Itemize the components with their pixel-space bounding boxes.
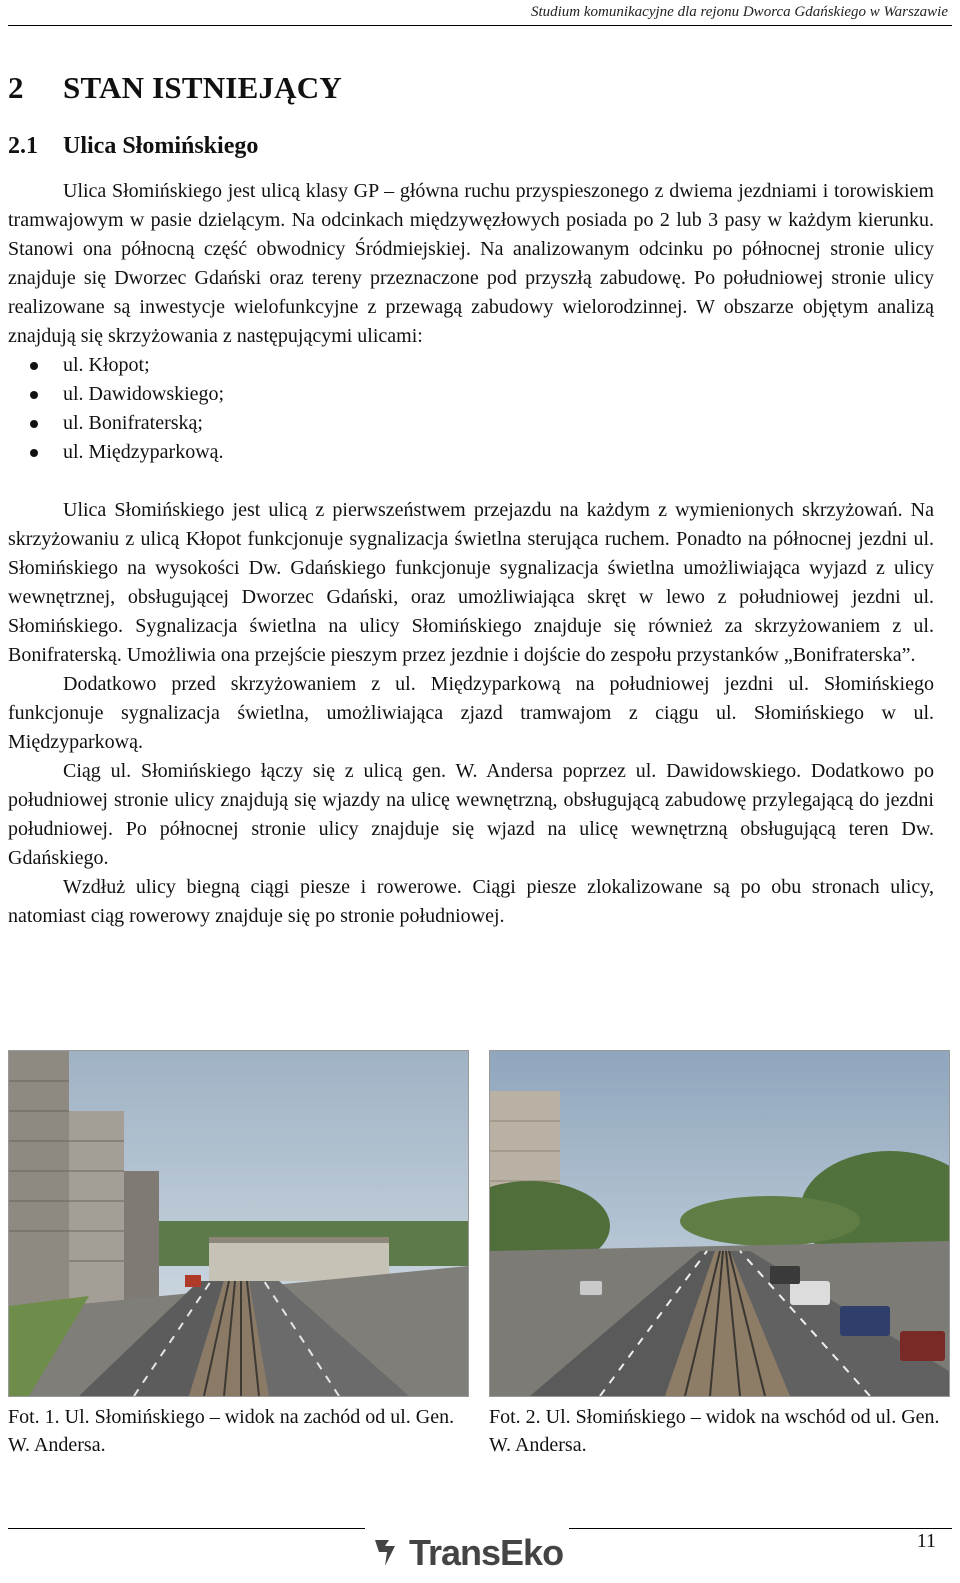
paragraph: Wzdłuż ulicy biegną ciągi piesze i rowerowe. Ciągi piesze zlokalizowane są po obu stronach ulicy, natomiast ciąg rowerowy znajduje się po stronie południowej.: [8, 876, 934, 927]
list-item: ul. Bonifraterską;: [8, 409, 934, 438]
list-item: ul. Międzyparkową.: [8, 438, 934, 467]
street-list: [8, 351, 934, 467]
section-number: 2.1: [8, 133, 38, 159]
section-title: Ulica Słomińskiego: [63, 133, 259, 159]
body-text: [8, 177, 934, 931]
page-number: 11: [916, 1530, 936, 1552]
paragraph: Dodatkowo przed skrzyżowaniem z ul. Międzyparkową na południowej jezdni ul. Słomińskiego funkcjonuje sygnalizacja świetlna, umożliwiająca zjazd tramwajom z ciągu ul. Słomińskiego w ul. Międzyparkową.: [8, 673, 934, 753]
photo-west-view: [8, 1050, 469, 1397]
logo-text: TransEko: [409, 1532, 564, 1573]
intro-paragraph: Ulica Słomińskiego jest ulicą klasy GP – główna ruchu przyspieszonego z dwiema jezdniami i torowiskiem tramwajowym w pasie dzielącym. Na odcinkach międzywęzłowych posiada po 2 lub 3 pasy w każdym kierunku. Stanowi ona północną część obwodnicy Śródmiejskiej. Na analizowanym odcinku po północnej stronie ulicy znajduje się Dworzec Gdański oraz tereny przeznaczone pod przyszłą zabudowę. Po południowej stronie ulicy realizowane są inwestycje wielofunkcyjne z przewagą zabudowy wielorodzinnej. W obszarze objętym analizą znajdują się skrzyżowania z następującymi ulicami:: [8, 180, 934, 347]
section-heading: [8, 133, 258, 160]
chapter-heading: [8, 70, 342, 106]
paragraph: Ciąg ul. Słomińskiego łączy się z ulicą gen. W. Andersa poprzez ul. Dawidowskiego. Dodatkowo po południowej stronie ulicy znajdują się wjazdy na ulicę wewnętrzną, obsługującą zabudowę przylegającą do jezdni południowej. Po północnej stronie ulicy znajduje się wjazd na ulicę wewnętrzną obsługującą teren Dw. Gdańskiego.: [8, 760, 934, 869]
photo-east-view: [489, 1050, 950, 1397]
photo-caption: Fot. 2. Ul. Słomińskiego – widok na wschód od ul. Gen. W. Andersa.: [489, 1406, 940, 1456]
chapter-number: 2: [8, 70, 24, 105]
transeko-logo: [365, 1528, 569, 1578]
photo-caption: Fot. 1. Ul. Słomińskiego – widok na zachód od ul. Gen. W. Andersa.: [8, 1406, 455, 1456]
running-header: Studium komunikacyjne dla rejonu Dworca Gdańskiego w Warszawie: [530, 4, 948, 20]
list-item: ul. Dawidowskiego;: [8, 380, 934, 409]
list-item: ul. Kłopot;: [8, 351, 934, 380]
paragraph: Ulica Słomińskiego jest ulicą z pierwszeństwem przejazdu na każdym z wymienionych skrzyżowań. Na skrzyżowaniu z ulicą Kłopot funkcjonuje sygnalizacja świetlna sterująca ruchem. Ponadto na północnej jezdni ul. Słomińskiego na wysokości Dw. Gdańskiego funkcjonuje sygnalizacja świetlna umożliwiająca wyjazd z ulicy wewnętrznej, obsługującej Dworzec Gdański, oraz umożliwiająca skręt w lewo z południowej jezdni ul. Słomińskiego. Sygnalizacja świetlna na ulicy Słomińskiego znajduje się również za skrzyżowaniem z ul. Bonifraterską. Umożliwia ona przejście pieszym przez jezdnie i dojście do zespołu przystanków „Bonifraterska”.: [8, 499, 934, 666]
logo-mark-icon: [371, 1536, 405, 1570]
header-rule: [8, 25, 952, 26]
chapter-title: STAN ISTNIEJĄCY: [63, 70, 342, 105]
